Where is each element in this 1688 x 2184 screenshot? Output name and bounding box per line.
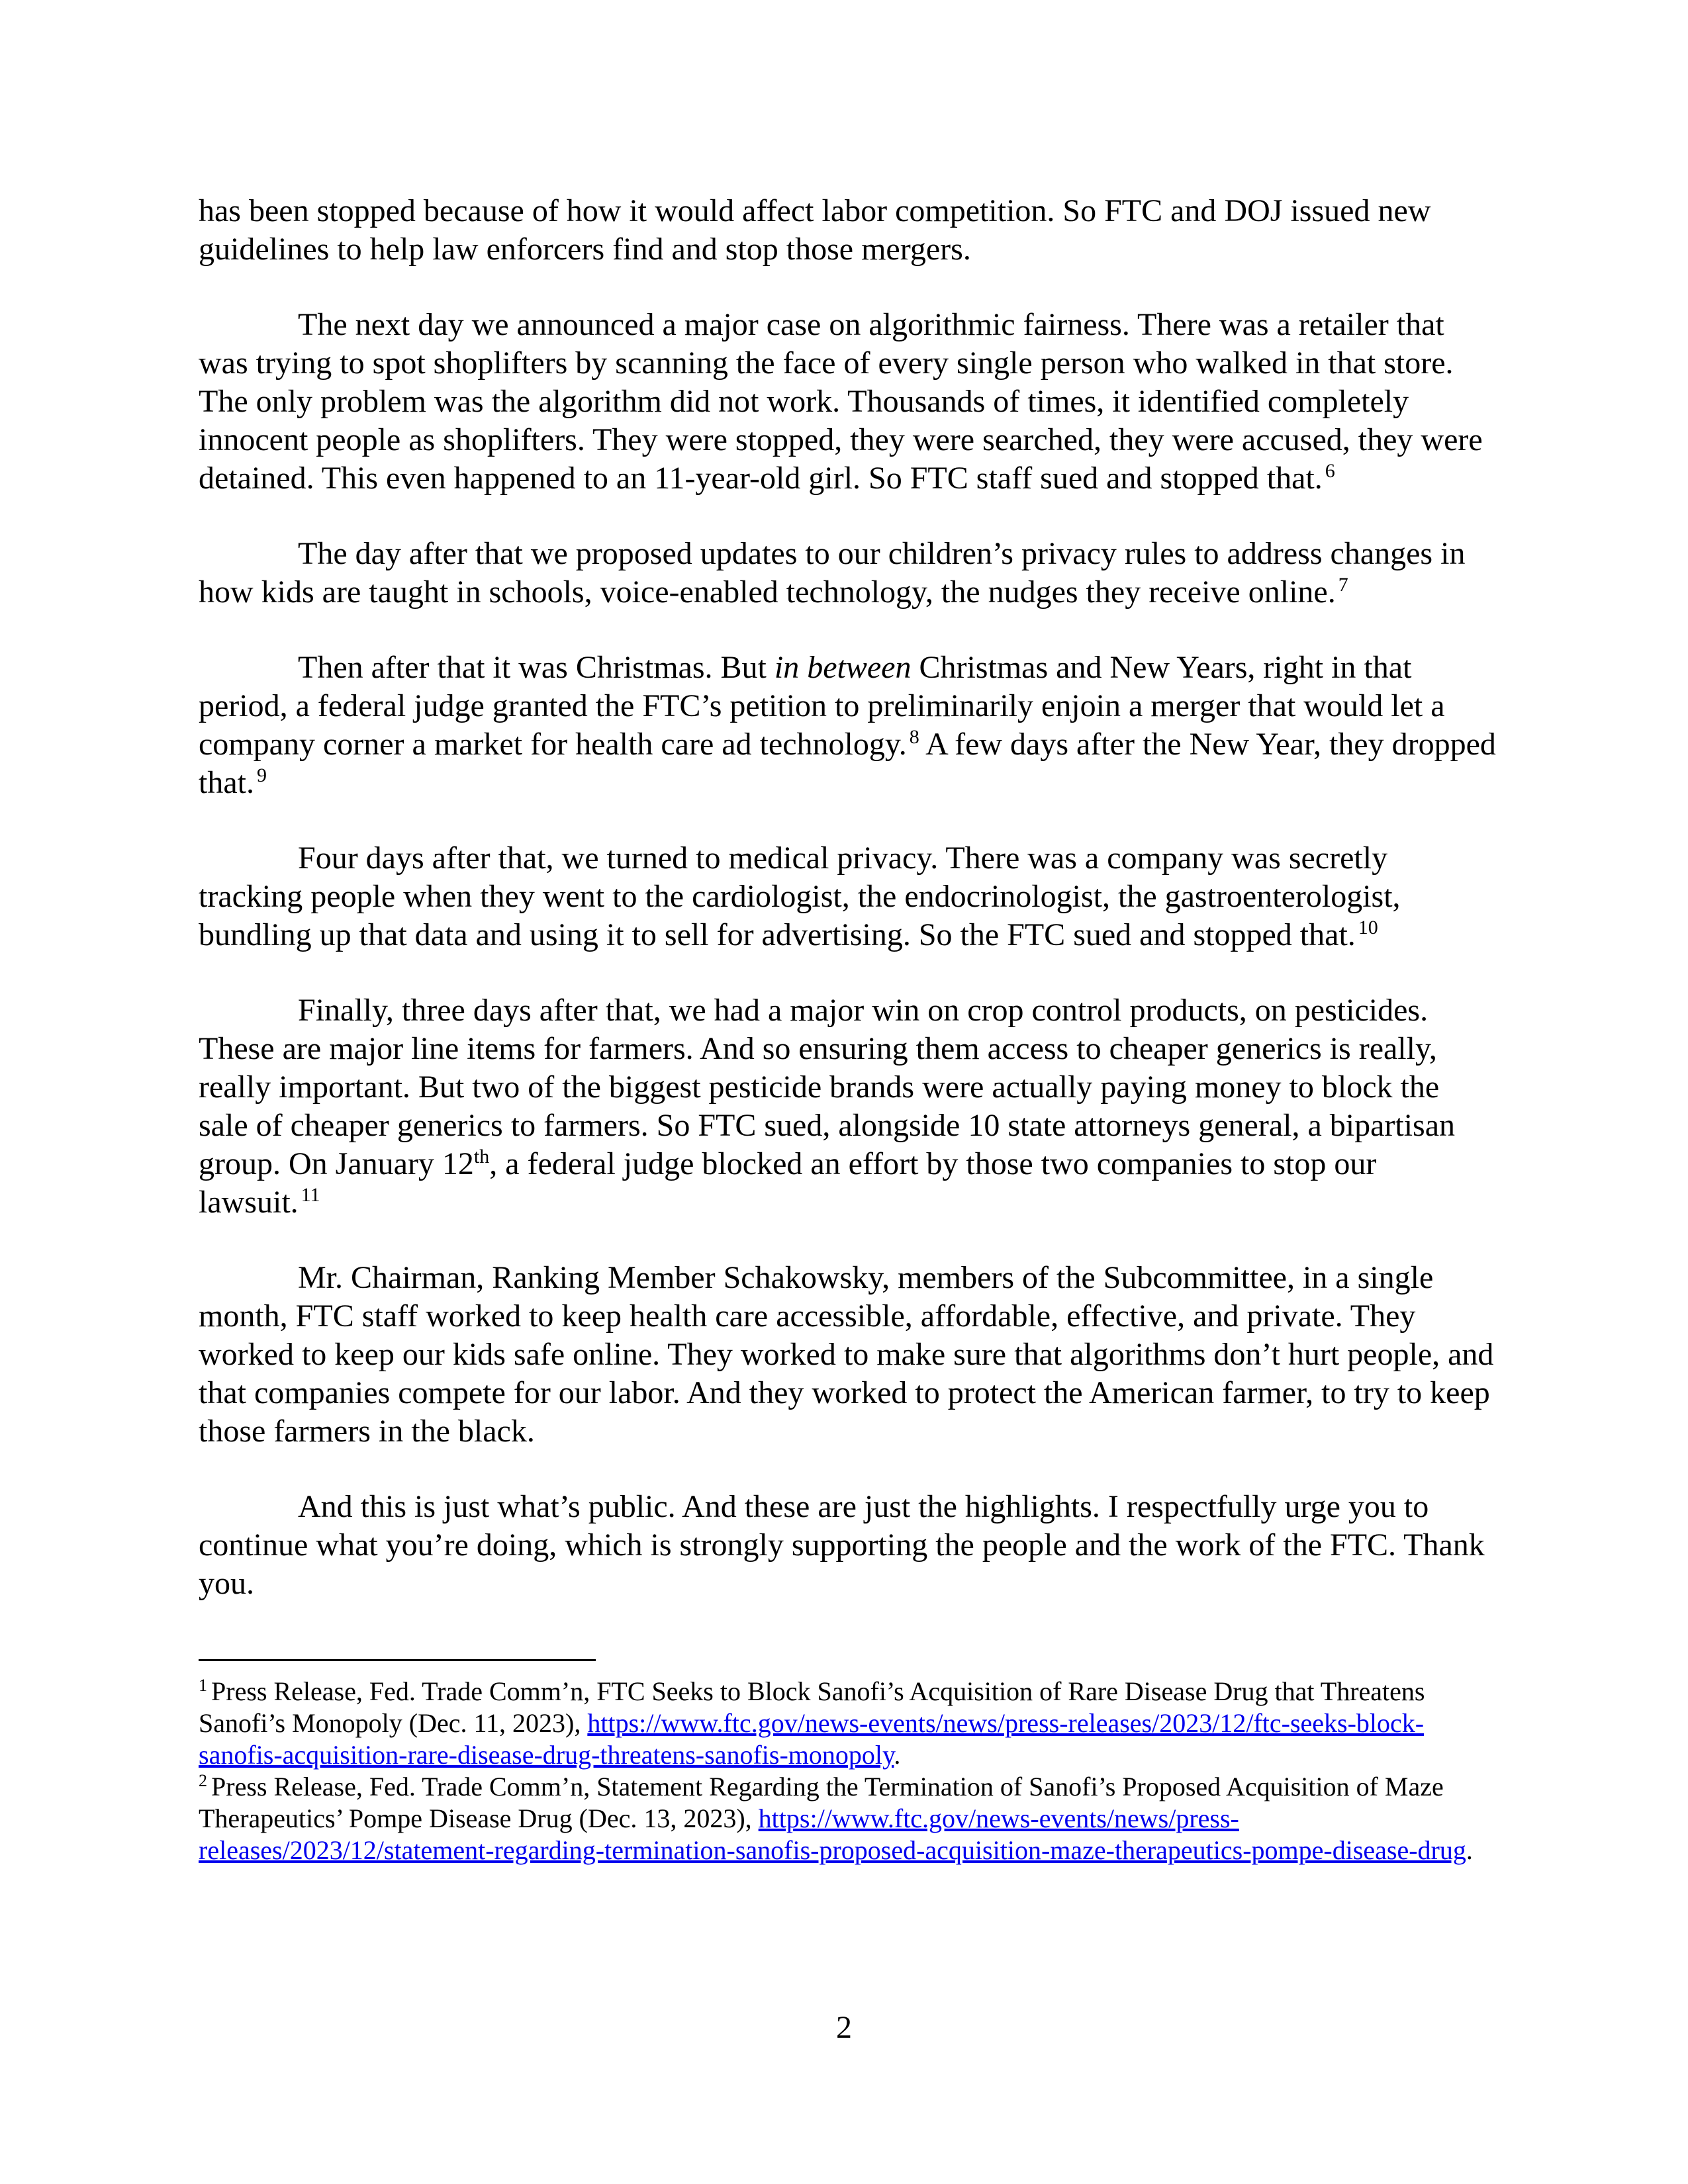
footnote-2-link[interactable]: https://www.ftc.gov/news-events/news/press-releases/2023/12/statement-regarding-termination-sanofis-proposed-acquisition-maze-therapeutics-pompe-disease-drug <box>199 1803 1466 1865</box>
footnote-1-link[interactable]: https://www.ftc.gov/news-events/news/press-releases/2023/12/ftc-seeks-block-sanofis-acquisition-rare-disease-drug-threatens-sanofis-monopoly <box>199 1708 1425 1770</box>
paragraph-2 <box>199 306 1496 498</box>
paragraph-8 <box>199 1488 1496 1603</box>
paragraph-7-text: Mr. Chairman, Ranking Member Schakowsky, members of the Subcommittee, in a single month, FTC staff worked to keep health care accessible, affordable, effective, and private. They worked to keep our kids safe online. They worked to make sure that algorithms don’t hurt people, and that companies compete for our labor. And they worked to protect the American farmer, to try to keep those farmers in the black. <box>199 1260 1494 1449</box>
footnote-2-number: 2 <box>199 1770 207 1790</box>
paragraph-5-text: Four days after that, we turned to medical privacy. There was a company was secretly tracking people when they went to the cardiologist, the endocrinologist, the gastroenterologist, bundling up that data and using it to sell for advertising. So the FTC sued and stopped that. <box>199 841 1401 952</box>
paragraph-6-text-a: Finally, three days after that, we had a major win on crop control products, on pesticides. These are major line items for farmers. And so ensuring them access to cheaper generics is really, really important. But two of the biggest pesticide brands were actually paying money to block the sale of cheaper generics to farmers. So FTC sued, alongside 10 state attorneys general, a bipartisan group. On January 12 <box>199 993 1456 1181</box>
ordinal-suffix: th <box>473 1146 490 1167</box>
footnote-1 <box>199 1676 1496 1771</box>
footnote-ref-8[interactable]: 8 <box>909 726 919 748</box>
paragraph-6 <box>199 991 1496 1222</box>
footnote-divider <box>199 1659 596 1661</box>
footnote-1-number: 1 <box>199 1675 207 1695</box>
page-number: 2 <box>836 2010 852 2045</box>
footnote-ref-10[interactable]: 10 <box>1358 917 1378 938</box>
paragraph-4-italic: in between <box>774 650 912 685</box>
footnotes <box>199 1676 1496 1866</box>
paragraph-4-text-a: Then after that it was Christmas. But <box>298 650 774 685</box>
paragraph-4 <box>199 649 1496 802</box>
body-text <box>199 192 1496 1640</box>
footnote-2-end: . <box>1466 1835 1473 1865</box>
paragraph-2-text: The next day we announced a major case on algorithmic fairness. There was a retailer that was trying to spot shoplifters by scanning the face of every single person who walked in that store. The only problem was the algorithm did not work. Thousands of times, it identified completely innocent people as shoplifters. They were stopped, they were searched, they were accused, they were detained. This even happened to an 11-year-old girl. So FTC staff sued and stopped that. <box>199 307 1483 496</box>
paragraph-3-text: The day after that we proposed updates to our children’s privacy rules to address changes in how kids are taught in schools, voice-enabled technology, the nudges they receive online. <box>199 536 1466 610</box>
paragraph-7 <box>199 1259 1496 1451</box>
footnote-1-text: Press Release, Fed. Trade Comm’n, FTC Seeks to Block Sanofi’s Acquisition of Rare Disease Drug that Threatens Sanofi’s Monopoly (Dec. 11, 2023), <box>199 1676 1425 1738</box>
paragraph-4-text-c: A few days after the New Year, they dropped that. <box>199 727 1496 800</box>
paragraph-6-text-b: , a federal judge blocked an effort by those two companies to stop our lawsuit. <box>199 1146 1377 1220</box>
paragraph-5 <box>199 839 1496 954</box>
footnote-ref-6[interactable]: 6 <box>1325 460 1335 482</box>
footnote-ref-9[interactable]: 9 <box>256 764 267 786</box>
paragraph-1-text: has been stopped because of how it would affect labor competition. So FTC and DOJ issued new guidelines to help law enforcers find and stop those mergers. <box>199 193 1431 267</box>
footnote-1-end: . <box>894 1740 901 1770</box>
footnote-ref-7[interactable]: 7 <box>1338 574 1348 596</box>
footnote-2-text: Press Release, Fed. Trade Comm’n, Statement Regarding the Termination of Sanofi’s Proposed Acquisition of Maze Therapeutics’ Pompe Disease Drug (Dec. 13, 2023), <box>199 1772 1444 1833</box>
paragraph-1 <box>199 192 1496 269</box>
footnote-2 <box>199 1771 1496 1866</box>
paragraph-3 <box>199 535 1496 612</box>
footnote-ref-11[interactable]: 11 <box>301 1184 320 1206</box>
paragraph-4-text-b: Christmas and New Years, right in that period, a federal judge granted the FTC’s petition to preliminarily enjoin a merger that would let a company corner a market for health care ad technology. <box>199 650 1445 762</box>
paragraph-8-text: And this is just what’s public. And these are just the highlights. I respectfully urge you to continue what you’re doing, which is strongly supporting the people and the work of the FTC. Thank you. <box>199 1489 1485 1601</box>
